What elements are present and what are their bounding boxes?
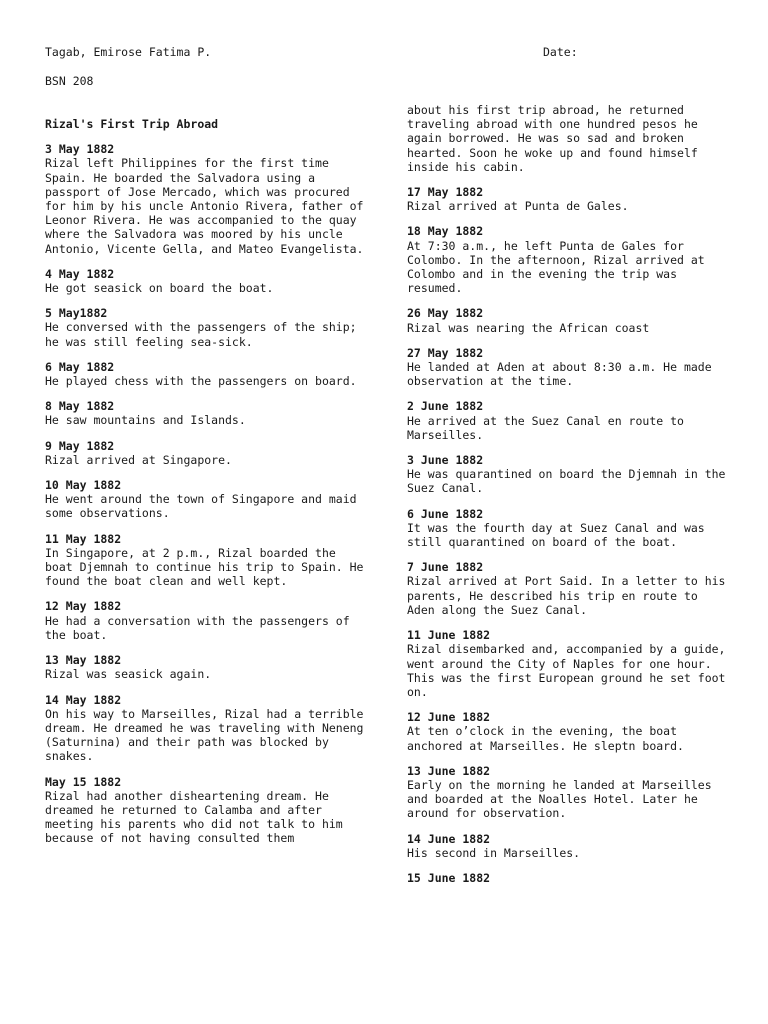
student-name: Tagab, Emirose Fatima P.: [45, 45, 212, 59]
entry-date: 3 June 1882: [407, 453, 484, 468]
entry-text: Rizal arrived at Punta de Gales.: [407, 199, 629, 214]
right-column: [407, 103, 727, 896]
entry-text: He saw mountains and Islands.: [45, 413, 246, 428]
entry-date: 6 May 1882: [45, 359, 115, 374]
diary-entry: [407, 832, 727, 860]
diary-entry: [407, 224, 727, 295]
entry-text: He landed at Aden at about 8:30 a.m. He made observation at the time.: [407, 360, 712, 389]
entry-text: He played chess with the passengers on board.: [45, 374, 357, 389]
entry-date: 18 May 1882: [407, 224, 484, 239]
diary-entry: [407, 764, 727, 821]
diary-entry: [407, 560, 727, 617]
diary-entry: [45, 439, 365, 467]
entry-text: Rizal disembarked and, accompanied by a guide, went around the City of Naples for one hour. This was the first European ground he set foot on.: [407, 642, 726, 699]
diary-entry: [45, 693, 365, 764]
diary-entry: [407, 453, 727, 496]
diary-entry: [407, 399, 727, 442]
entry-date: 10 May 1882: [45, 478, 122, 493]
diary-entry: [407, 185, 727, 213]
entry-text: Rizal was seasick again.: [45, 667, 212, 682]
entry-date: 11 May 1882: [45, 531, 122, 546]
entry-date: 9 May 1882: [45, 438, 115, 453]
entry-text: He was quarantined on board the Djemnah in the Suez Canal.: [407, 467, 726, 496]
diary-entry: [407, 306, 727, 334]
date-label: Date:: [543, 45, 578, 59]
diary-entry: [45, 399, 365, 427]
entry-date: 14 May 1882: [45, 692, 122, 707]
diary-entry: [45, 306, 365, 349]
entry-text: He went around the town of Singapore and maid some observations.: [45, 492, 357, 521]
entry-date: 5 May1882: [45, 306, 108, 321]
diary-entry: [45, 360, 365, 388]
entry-text: He got seasick on board the boat.: [45, 281, 274, 296]
diary-entry: [45, 142, 365, 256]
left-entry-list: [45, 142, 365, 845]
diary-entry: [45, 478, 365, 521]
left-column: [45, 117, 365, 857]
entry-text: On his way to Marseilles, Rizal had a terrible dream. He dreamed he was traveling with Neneng (Saturnina) and their path was blocked by snakes.: [45, 706, 364, 764]
entry-date: 12 May 1882: [45, 599, 122, 614]
entry-date: 7 June 1882: [407, 560, 484, 575]
entry-text: Rizal left Philippines for the first time Spain. He boarded the Salvadora using a passport of Jose Mercado, which was procured for him by his uncle Antonio Rivera, father of Leonor Rivera. He was accompanied to the quay where the Salvadora was moored by his uncle Antonio, Vicente Gella, and Mateo Evangelista.: [45, 156, 364, 256]
entry-text: He arrived at the Suez Canal en route to Marseilles.: [407, 413, 684, 442]
diary-entry: [407, 346, 727, 389]
entry-text: He had a conversation with the passengers of the boat.: [45, 613, 350, 642]
entry-text: In Singapore, at 2 p.m., Rizal boarded the boat Djemnah to continue his trip to Spain. He found the boat clean and well kept.: [45, 545, 364, 589]
entry-date: 14 June 1882: [407, 831, 491, 846]
diary-entry: [45, 532, 365, 589]
entry-date: 11 June 1882: [407, 628, 491, 643]
entry-date: 6 June 1882: [407, 506, 484, 521]
entry-text: Early on the morning he landed at Marseilles and boarded at the Noalles Hotel. Later he around for observation.: [407, 777, 712, 821]
entry-date: 26 May 1882: [407, 306, 484, 321]
entry-date: 17 May 1882: [407, 185, 484, 200]
entry-date: 27 May 1882: [407, 345, 484, 360]
entry-text: He conversed with the passengers of the ship; he was still feeling sea-sick.: [45, 320, 357, 349]
diary-entry: [45, 653, 365, 681]
diary-entry: [407, 871, 727, 885]
diary-entry: [407, 710, 727, 753]
entry-text: His second in Marseilles.: [407, 845, 581, 860]
entry-date: 3 May 1882: [45, 142, 115, 157]
entry-text: Rizal had another disheartening dream. He dreamed he returned to Calamba and after meeting his parents who did not talk to him because of not having consulted them: [45, 788, 343, 846]
diary-entry: [407, 628, 727, 699]
entry-text: Rizal arrived at Port Said. In a letter to his parents, He described his trip en route to Aden along the Suez Canal.: [407, 574, 726, 617]
entry-text: At 7:30 a.m., he left Punta de Gales for Colombo. In the afternoon, Rizal arrived at Colombo and in the evening the trip was resumed.: [407, 238, 705, 296]
document-title: Rizal's First Trip Abroad: [45, 117, 219, 131]
entry-text: At ten o’clock in the evening, the boat anchored at Marseilles. He sleptn board.: [407, 724, 684, 753]
entry-date: 13 May 1882: [45, 653, 122, 668]
entry-date: 4 May 1882: [45, 266, 115, 281]
entry-date: 2 June 1882: [407, 399, 484, 414]
entry-date: 15 June 1882: [407, 870, 491, 885]
continued-text: about his first trip abroad, he returned traveling abroad with one hundred pesos he again borrowed. He was so sad and broken hearted. Soon he woke up and found himself inside his cabin.: [407, 103, 698, 174]
entry-date: 13 June 1882: [407, 763, 491, 778]
entry-date: 8 May 1882: [45, 399, 115, 414]
diary-entry: [407, 507, 727, 550]
course-section: BSN 208: [45, 74, 94, 88]
right-entry-list: [407, 185, 727, 885]
diary-entry: [45, 599, 365, 642]
entry-text: Rizal arrived at Singapore.: [45, 452, 232, 467]
diary-entry: [45, 775, 365, 846]
entry-text: Rizal was nearing the African coast: [407, 320, 650, 335]
diary-entry: [45, 267, 365, 295]
entry-text: It was the fourth day at Suez Canal and was still quarantined on board of the boat.: [407, 520, 705, 550]
entry-date: May 15 1882: [45, 774, 122, 789]
entry-date: 12 June 1882: [407, 710, 491, 725]
